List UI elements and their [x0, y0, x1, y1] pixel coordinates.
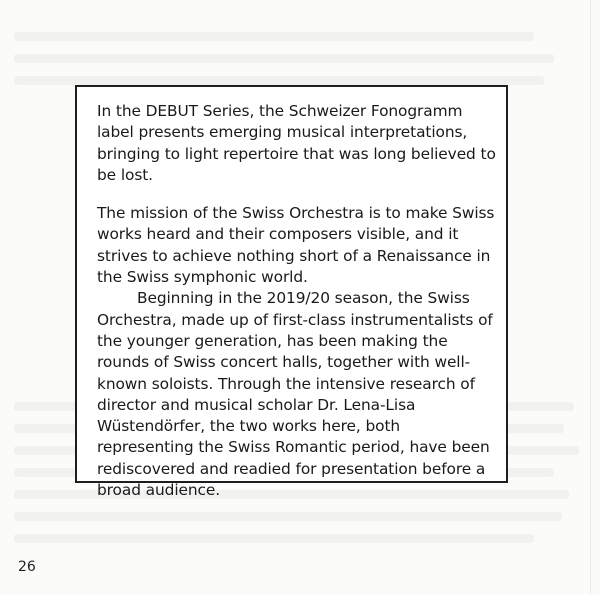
mission-paragraph: The mission of the Swiss Orchestra is to make Swiss works heard and their composers visible, and it strives to achieve nothing short of a Renaissance in the Swiss symphonic world. [97, 204, 495, 287]
intro-paragraph: In the DEBUT Series, the Schweizer Fonogramm label presents emerging musical interpretations, bringing to light repertoire that was long believed to be lost. [97, 102, 496, 184]
text-box [75, 85, 508, 500]
history-paragraph: Beginning in the 2019/20 season, the Swiss Orchestra, made up of first-class instrumentalists of the younger generation, has been making the rounds of Swiss concert halls, together with well-known soloists. Through the intensive research of director and musical scholar Dr. Lena-Lisa Wüstendörfer, the two works here, both representing the Swiss Romantic period, have been rediscovered and readied for presentation before a broad audience. [97, 289, 493, 500]
page-number: 26 [18, 559, 36, 575]
page-edge [590, 0, 591, 595]
